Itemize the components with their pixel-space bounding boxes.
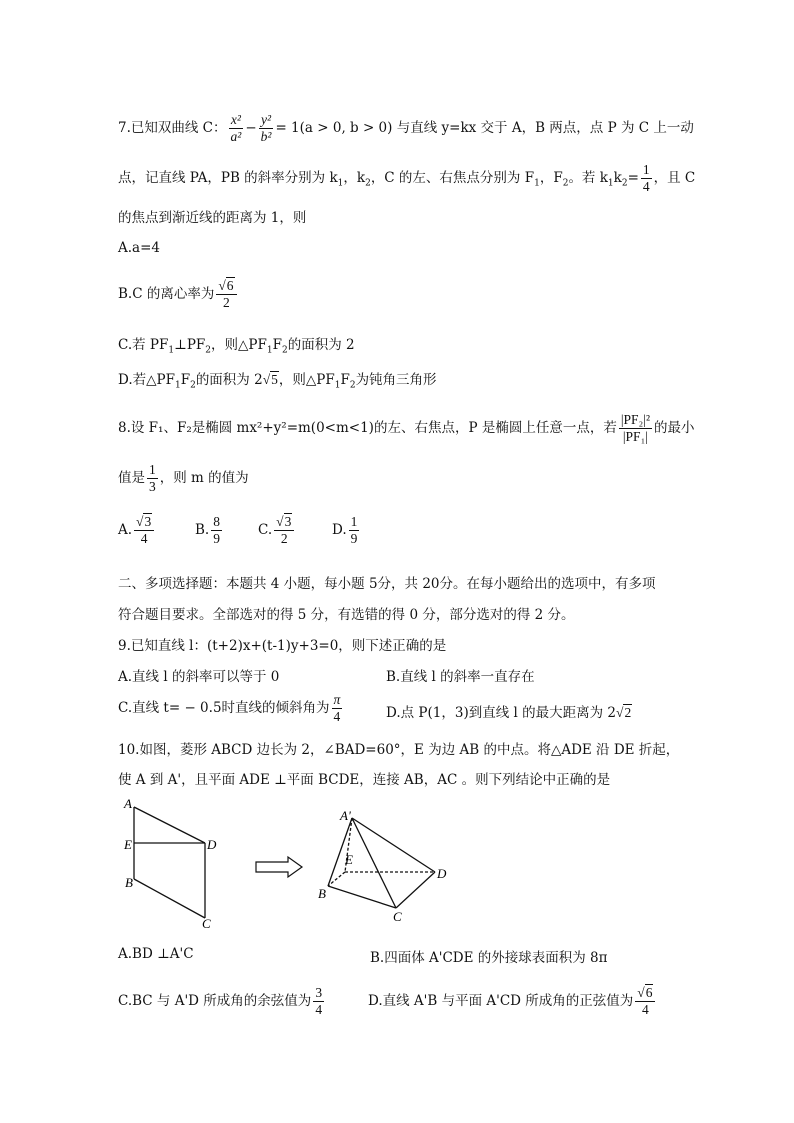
t: D.点 P(1，3)到直线 l 的最大距离为 2 [386,705,617,721]
frac-den: 3 [149,479,156,494]
sqrt2: √2 [616,705,632,720]
frac-num: 1 [350,514,358,529]
t: ，则△PF [278,372,335,388]
q7-line1: 7.已知双曲线 C： $\frac{\text{x²}}{\text{a²}}$ − $\frac{\text{y²}}{\text{b²}}$ = 1(a > 0, b > 0) 与直线 y=kx 交于 A，B 两点，点 P 为 C 上一动 [118,112,694,144]
rad: 6 [645,985,653,1000]
label-a: A [124,796,132,811]
edge-ad [134,807,205,843]
frac-den: 9 [213,531,220,546]
q7-frac-x [229,112,244,145]
label-c: C [202,916,211,930]
frac-num: |PF₂|² [620,412,651,427]
sub: 2 [190,380,196,391]
frac-num: 8 [213,514,220,529]
q7-option-c [118,333,355,356]
sub: 2 [205,345,212,356]
frac [274,514,294,547]
t: ，k [343,170,366,186]
frac-num: 1 [642,162,650,177]
rad: 6 [226,278,234,293]
t: ，C 的左、右焦点分别为 F [370,170,535,186]
edge-c-d [396,872,435,908]
frac-den: 4 [315,1002,323,1017]
q8-line2 [118,462,249,495]
q7-line3: 的焦点到渐近线的距离为 1，则 [118,210,307,226]
q8-option-c [258,514,296,547]
t: = [627,170,639,186]
q9-option-b: B.直线 l 的斜率一直存在 [386,669,535,685]
q8-line1 [118,412,695,445]
t: D.直线 A'B 与平面 A'CD 所成角的正弦值为 [368,993,634,1009]
label-b: B [318,886,326,901]
sub: 2 [621,178,628,189]
t: 的面积为 2 [287,337,355,353]
t: ，且 C [653,170,696,186]
q8-option-d [332,514,361,547]
t: ，则△PF [211,337,267,353]
sub: 1 [168,345,175,356]
sub: 2 [349,380,356,391]
q10-line2: 使 A 到 A'，且平面 ADE ⊥平面 BCDE，连接 AB，AC 。则下列结论中正确的是 [118,772,611,788]
sqrt: √6 [218,278,234,293]
sqrt5: √5 [262,372,278,387]
t: A. [118,522,133,538]
frac-1-3 [147,462,158,495]
label-a-prime: A' [340,808,351,823]
sqrt: √3 [136,514,152,529]
edge-b-c [328,886,396,908]
frac-den: a² [230,129,242,144]
t: ⊥PF [174,337,206,353]
t: C. [258,522,273,538]
rad: 2 [624,705,632,720]
section2-heading: 二、多项选择题：本题共 4 小题，每小题 5分，共 20分。在每小题给出的选项中，有多项 [118,576,656,592]
q7-prefix: 7.已知双曲线 C： [118,120,227,136]
sub: 2 [365,178,371,189]
sqrt: √6 [637,985,653,1000]
frac-sqrt6-4 [635,985,655,1018]
frac [211,514,222,547]
label-b: B [125,875,133,890]
label-e: E [124,837,132,852]
rhombus-figure [115,795,225,930]
q8-option-b [195,514,224,547]
sub: 1 [534,178,540,189]
q10-option-c [118,985,326,1018]
t: 为钝角三角形 [355,372,437,388]
q7-eq-tail: = 1(a > 0, b > 0) [275,120,393,136]
frac-1-4 [641,162,652,195]
frac-den: b² [260,129,272,144]
t: 点，记直线 PA，PB 的斜率分别为 k [118,170,338,186]
q9-stem: 9.已知直线 l：(t+2)x+(t-1)y+3=0，则下述正确的是 [118,638,447,654]
t: F [180,372,191,388]
frac-pi-4 [332,692,343,725]
t: ，F [539,170,563,186]
frac-den: |PF₁| [622,429,648,444]
t: D.若△PF [118,372,175,388]
frac [349,514,360,547]
frac-num: 3 [315,985,323,1000]
frac-num: 1 [149,462,156,477]
sub: 2 [562,178,569,189]
q8-option-a [118,514,156,547]
t: ，则 m 的值为 [159,470,249,486]
t: B.C 的离心率为 [118,286,215,302]
frac-den: 4 [642,179,650,194]
q9-option-a: A.直线 l 的斜率可以等于 0 [118,669,280,685]
frac-num: y² [259,112,274,129]
rad: 5 [271,372,278,387]
t: C.BC 与 A'D 所成角的余弦值为 [118,993,312,1009]
frac-den: 2 [223,295,230,310]
q7-text1: 与直线 y=kx 交于 A，B 两点，点 P 为 C 上一动 [396,120,694,136]
t: 。若 k [568,170,608,186]
t: F [340,372,350,388]
edge-bc [134,879,205,918]
label-c: C [393,909,402,924]
sub: 1 [607,178,614,189]
frac [134,514,154,547]
q7-option-a: A.a=4 [118,240,160,256]
t: C.若 PF [118,337,169,353]
sub: 1 [174,380,181,391]
sub: 1 [266,345,273,356]
rad: 3 [284,514,292,529]
frac-den: 4 [642,1002,649,1017]
t: 8.设 F₁、F₂是椭圆 mx²+y²=m(0<m<1)的左、右焦点，P 是椭圆上任意一点，若 [118,420,617,436]
tetrahedron-figure [310,800,455,925]
t: 的面积为 2 [195,372,263,388]
frac-den: 4 [140,531,148,546]
edge-a-c [352,818,396,908]
t: 的最小 [654,420,695,436]
q10-option-d [368,985,657,1018]
q9-option-d [386,701,632,721]
label-e: E [345,852,353,867]
sub: 2 [281,345,288,356]
sub: 1 [334,380,341,391]
q7-line2 [118,162,695,195]
edge-a-d [352,818,435,872]
sub: 1 [337,178,344,189]
q7-frac-y [259,112,274,145]
q10-option-b: B.四面体 A'CDE 的外接球表面积为 8π [370,950,608,966]
sqrt: √3 [276,514,292,529]
t: D. [332,522,347,538]
frac-num: π [333,692,341,707]
t: F [272,337,282,353]
t: B. [195,522,210,538]
q9-option-c [118,692,344,725]
q7-option-d [118,368,437,391]
q10-option-a: A.BD ⊥A'C [118,946,194,962]
section2-instructions: 符合题目要求。全部选对的得 5 分，有选错的得 0 分，部分选对的得 2 分。 [118,607,575,623]
t: 值是 [118,470,145,486]
t: C.直线 t= − 0.5时直线的倾斜角为 [118,700,330,716]
q7-option-b [118,278,239,311]
fold-arrow-icon [250,855,310,879]
t: k [613,170,622,186]
rad: 3 [144,514,152,529]
q10-line1: 10.如图，菱形 ABCD 边长为 2，∠BAD=60°，E 为边 AB 的中点。将△ADE 沿 DE 折起， [118,742,680,758]
frac-num: x² [229,112,244,129]
frac-den: 2 [280,531,288,546]
label-d: D [207,837,217,852]
frac-3-4 [313,985,324,1018]
label-d: D [437,866,447,881]
frac-den: 9 [350,531,358,546]
frac-den: 4 [333,709,341,724]
q8-ratio-frac [619,412,652,445]
frac-sqrt6-2 [216,278,236,311]
